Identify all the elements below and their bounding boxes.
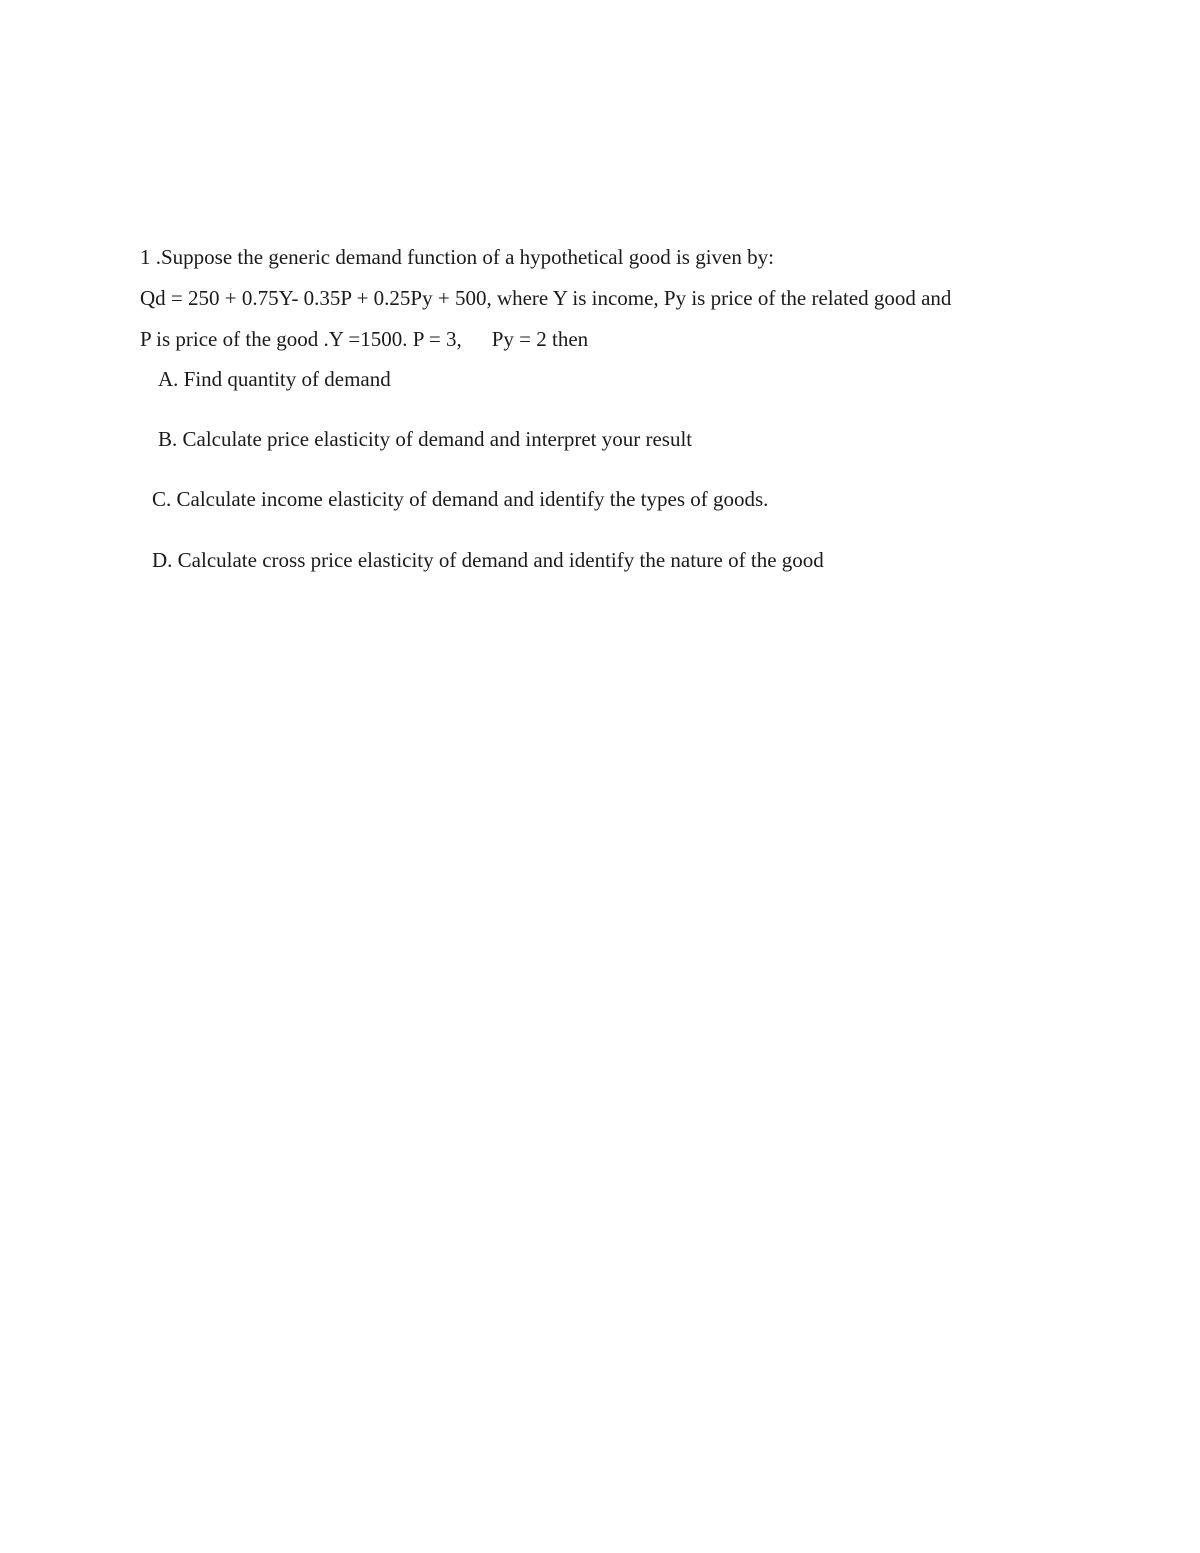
question-intro-line-2: Qd = 250 + 0.75Y- 0.35P + 0.25Py + 500, where Y is income, Py is price of the related good and <box>140 286 952 310</box>
question-intro-line-3 <box>140 329 588 350</box>
given-py: Py = 2 then <box>491 327 589 351</box>
given-values: P is price of the good .Y =1500. P = 3, <box>140 327 462 351</box>
question-intro-line-1: 1 .Suppose the generic demand function of a hypothetical good is given by: <box>140 245 774 269</box>
question-part-d: D. Calculate cross price elasticity of demand and identify the nature of the good <box>152 548 824 572</box>
question-part-a: A. Find quantity of demand <box>158 367 391 391</box>
question-part-b: B. Calculate price elasticity of demand and interpret your result <box>158 427 693 451</box>
question-part-c: C. Calculate income elasticity of demand and identify the types of goods. <box>152 487 769 511</box>
